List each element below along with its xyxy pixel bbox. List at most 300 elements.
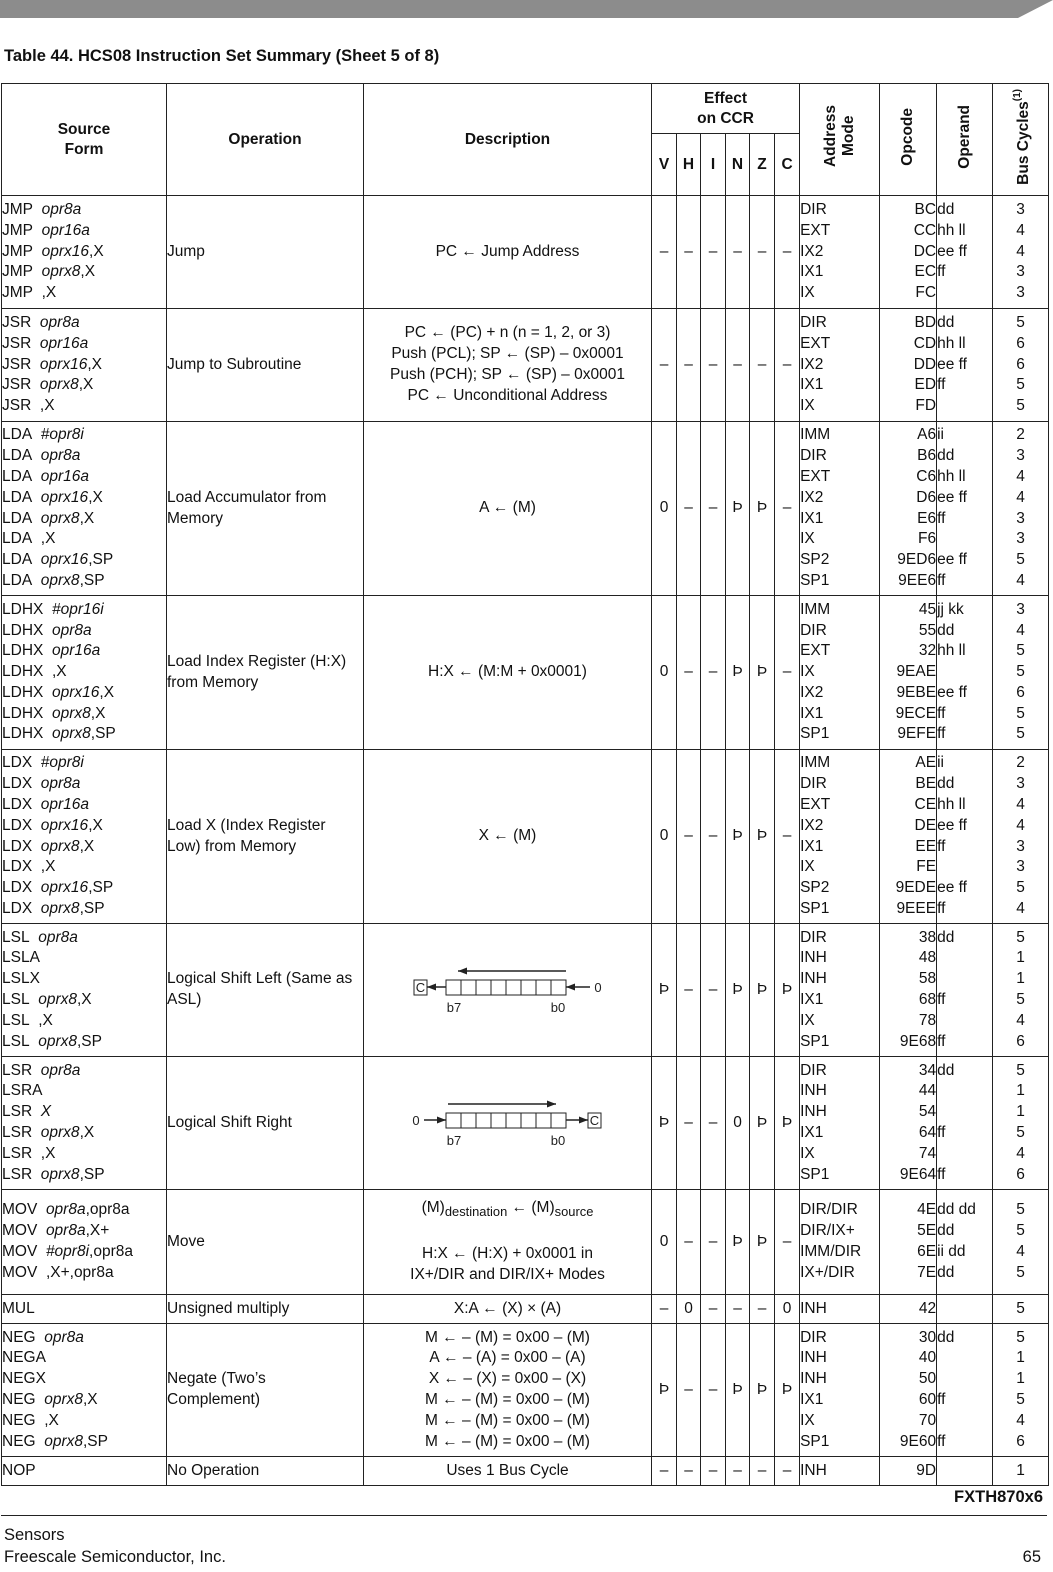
address-mode: DIR/IX+ bbox=[800, 1222, 855, 1240]
header-source-form: Source Form bbox=[2, 84, 167, 196]
address-mode-cell bbox=[800, 422, 880, 596]
operand: ff bbox=[937, 1032, 946, 1050]
opcode: F6 bbox=[917, 530, 937, 548]
operand-symbol: opr8a bbox=[38, 928, 78, 946]
instruction-row bbox=[2, 422, 1049, 596]
operand-symbol: oprx8 bbox=[38, 991, 77, 1008]
mnemonic: NEG bbox=[2, 1391, 36, 1408]
source-form-line bbox=[2, 990, 166, 1011]
bus-cycles: 5 bbox=[1016, 314, 1025, 331]
operand: dd bbox=[937, 447, 955, 465]
mnemonic: LDA bbox=[2, 488, 33, 506]
source-form-line bbox=[2, 446, 166, 467]
footer-company: Freescale Semiconductor, Inc. bbox=[4, 1548, 226, 1566]
ccr-h: – bbox=[677, 750, 701, 924]
source-form-line bbox=[2, 837, 166, 858]
operand-suffix: ,opr8a bbox=[89, 1243, 133, 1260]
operand-symbol: #opr8i bbox=[40, 426, 84, 444]
bus-cycles: 6 bbox=[1016, 1032, 1025, 1050]
operand: dd bbox=[937, 1263, 955, 1281]
opcode-cell bbox=[880, 422, 937, 596]
address-mode: IX1 bbox=[800, 704, 824, 722]
opcode: 5E bbox=[917, 1222, 937, 1240]
opcode: EE bbox=[915, 837, 937, 855]
operand-cell bbox=[937, 1190, 993, 1295]
operation-cell: Logical Shift Right bbox=[167, 1057, 364, 1190]
address-mode: IX bbox=[800, 1411, 815, 1429]
operand-suffix: ,SP bbox=[88, 879, 114, 897]
ccr-n: – bbox=[726, 1457, 750, 1486]
operand: hh ll bbox=[937, 334, 966, 352]
address-mode: INH bbox=[800, 1103, 827, 1121]
description-line: PC ← Jump Address bbox=[435, 242, 580, 260]
bus-cycles: 5 bbox=[1016, 1201, 1025, 1219]
operand-suffix: ,X bbox=[77, 991, 92, 1008]
mnemonic: LDHX bbox=[2, 642, 44, 660]
ccr-v: – bbox=[652, 309, 677, 422]
address-mode-cell bbox=[800, 1190, 880, 1295]
operand-symbol: oprx8 bbox=[40, 571, 80, 589]
operand-symbol: oprx8 bbox=[40, 837, 80, 855]
ccr-z: – bbox=[750, 196, 775, 309]
source-form-line bbox=[2, 641, 166, 662]
source-form-line bbox=[2, 621, 166, 642]
bus-cycles: 5 bbox=[1016, 397, 1025, 415]
instruction-row bbox=[2, 750, 1049, 924]
ccr-n: – bbox=[726, 309, 750, 422]
description-line: Push (PCH); SP ← (SP) – 0x0001 bbox=[390, 366, 625, 383]
operand bbox=[937, 1369, 992, 1390]
header-operand: Operand bbox=[937, 84, 993, 196]
operand-symbol: #opr16i bbox=[51, 600, 104, 618]
operand: dd bbox=[937, 314, 955, 331]
ccr-v: 0 bbox=[652, 596, 677, 750]
address-mode: DIR bbox=[800, 1328, 827, 1346]
mnemonic: LDHX bbox=[2, 725, 44, 743]
footer-divider bbox=[1, 1515, 1047, 1516]
shift-input-arrow bbox=[566, 984, 590, 991]
address-mode-cell bbox=[800, 750, 880, 924]
bus-cycles: 1 bbox=[1016, 1082, 1025, 1100]
operation-cell: Load X (Index Register Low) from Memory bbox=[167, 750, 364, 924]
bus-cycles: 1 bbox=[1016, 1370, 1025, 1388]
bus-cycles: 5 bbox=[1016, 376, 1025, 394]
address-mode: IX2 bbox=[800, 242, 824, 260]
address-mode-cell bbox=[800, 1295, 880, 1324]
operand-suffix: ,X bbox=[40, 858, 56, 876]
opcode: 7E bbox=[917, 1263, 937, 1281]
description-cell bbox=[364, 1324, 652, 1457]
bus-cycles: 5 bbox=[1016, 879, 1025, 897]
address-mode: SP1 bbox=[800, 1432, 830, 1450]
header-ccr-h: H bbox=[677, 134, 701, 196]
mnemonic: LDA bbox=[2, 551, 33, 569]
mnemonic: LDA bbox=[2, 426, 33, 444]
opcode: 9EE6 bbox=[898, 571, 937, 589]
description-line: H:X ← (H:X) + 0x0001 in bbox=[422, 1245, 593, 1263]
mnemonic: JSR bbox=[2, 376, 32, 394]
mnemonic: LDHX bbox=[2, 621, 44, 639]
bus-cycles: 5 bbox=[1016, 1328, 1025, 1346]
bus-cycles: 4 bbox=[1016, 621, 1025, 639]
mnemonic: JSR bbox=[2, 314, 32, 331]
mnemonic: NEG bbox=[2, 1411, 36, 1429]
bus-cycles: 3 bbox=[1016, 858, 1025, 876]
address-mode: IMM bbox=[800, 600, 831, 618]
address-mode: IX2 bbox=[800, 683, 824, 701]
operand-suffix: ,X bbox=[38, 1011, 53, 1029]
mnemonic: JSR bbox=[2, 334, 32, 352]
bus-cycles: 4 bbox=[1016, 242, 1025, 260]
opcode: 9EAE bbox=[896, 663, 937, 681]
address-mode: IX1 bbox=[800, 837, 824, 855]
operand-suffix: ,SP bbox=[90, 725, 116, 743]
source-form-cell bbox=[2, 924, 167, 1057]
operand-suffix: ,X bbox=[40, 1144, 56, 1162]
address-mode-cell bbox=[800, 1457, 880, 1486]
operand: ee ff bbox=[937, 683, 967, 701]
address-mode: IX bbox=[800, 1144, 815, 1162]
instruction-row bbox=[2, 1457, 1049, 1486]
opcode: CC bbox=[913, 221, 937, 239]
ccr-c: Þ bbox=[775, 924, 800, 1057]
mnemonic: LDX bbox=[2, 899, 33, 917]
ccr-z: Þ bbox=[750, 596, 775, 750]
bus-cycles: 4 bbox=[1016, 795, 1025, 813]
operand-symbol: opr8a bbox=[39, 314, 80, 331]
address-mode: IX1 bbox=[800, 509, 824, 527]
operand-suffix: ,X bbox=[78, 376, 94, 394]
opcode: C6 bbox=[916, 467, 937, 485]
opcode-cell bbox=[880, 309, 937, 422]
description-line: M ← – (M) = 0x00 – (M) bbox=[425, 1432, 590, 1450]
ccr-c: Þ bbox=[775, 1057, 800, 1190]
operand: ee ff bbox=[937, 879, 967, 897]
operand: dd bbox=[937, 775, 955, 793]
operand-symbol: oprx16 bbox=[39, 355, 88, 373]
mnemonic: JMP bbox=[2, 242, 33, 260]
opcode: 9D bbox=[916, 1461, 937, 1479]
bus-cycles: 4 bbox=[1016, 1243, 1025, 1260]
ccr-n: – bbox=[726, 196, 750, 309]
carry-out-arrow bbox=[427, 984, 446, 991]
ccr-v: Þ bbox=[652, 924, 677, 1057]
address-mode: IX bbox=[800, 663, 815, 681]
opcode: 32 bbox=[918, 642, 937, 660]
shift-direction-arrow bbox=[458, 968, 566, 975]
address-mode: DIR bbox=[800, 1061, 827, 1079]
bus-cycles-cell bbox=[993, 1295, 1049, 1324]
source-form-line bbox=[2, 571, 166, 592]
operand: ee ff bbox=[937, 355, 967, 373]
operand-symbol: oprx8 bbox=[41, 263, 81, 281]
address-mode: IX2 bbox=[800, 488, 824, 506]
ccr-i: – bbox=[701, 309, 726, 422]
address-mode: EXT bbox=[800, 334, 831, 352]
operand-cell bbox=[937, 596, 993, 750]
operand-suffix: ,X bbox=[89, 242, 104, 260]
operand bbox=[937, 662, 992, 683]
source-form-line bbox=[2, 1411, 166, 1432]
operation-cell: Load Accumulator from Memory bbox=[167, 422, 364, 596]
source-form-line bbox=[2, 878, 166, 899]
header-ccr-c: C bbox=[775, 134, 800, 196]
ccr-v: – bbox=[652, 1295, 677, 1324]
operand: ee ff bbox=[937, 816, 967, 834]
bus-cycles: 3 bbox=[1016, 775, 1025, 793]
mnemonic: LSL bbox=[2, 1032, 30, 1050]
operand: ff bbox=[937, 1432, 946, 1450]
operand-suffix: ,X bbox=[90, 704, 106, 722]
carry-out-arrow bbox=[566, 1117, 588, 1124]
address-mode: IX1 bbox=[800, 991, 824, 1008]
operand: ee ff bbox=[937, 551, 967, 569]
instruction-row bbox=[2, 1295, 1049, 1324]
operand-suffix: ,X bbox=[40, 530, 56, 548]
ccr-z: – bbox=[750, 309, 775, 422]
source-form-line bbox=[2, 899, 166, 920]
operand: jj kk bbox=[937, 600, 964, 618]
address-mode: IMM bbox=[800, 426, 831, 444]
source-form-cell bbox=[2, 1324, 167, 1457]
opcode: DD bbox=[913, 355, 937, 373]
opcode-cell bbox=[880, 1295, 937, 1324]
operand-suffix: ,opr8a bbox=[85, 1201, 130, 1219]
operand bbox=[937, 857, 992, 878]
operand: ff bbox=[937, 571, 946, 589]
opcode: FE bbox=[916, 858, 937, 876]
opcode: 54 bbox=[918, 1103, 937, 1121]
address-mode: IX2 bbox=[800, 355, 824, 373]
description-cell bbox=[364, 1057, 652, 1190]
operand-symbol: opr16a bbox=[40, 795, 90, 813]
operand-suffix: ,X bbox=[88, 488, 103, 506]
operand: dd bbox=[937, 621, 955, 639]
address-mode-cell bbox=[800, 196, 880, 309]
operand bbox=[937, 529, 992, 550]
bus-cycles: 4 bbox=[1016, 221, 1025, 239]
operand bbox=[937, 1081, 992, 1102]
opcode: 9ED6 bbox=[897, 551, 937, 569]
source-form-line bbox=[2, 795, 166, 816]
ccr-h: – bbox=[677, 1190, 701, 1295]
table-title: Table 44. HCS08 Instruction Set Summary (Sheet 5 of 8) bbox=[4, 47, 440, 65]
ccr-h: – bbox=[677, 1457, 701, 1486]
operand-symbol: opr8a bbox=[40, 1061, 81, 1079]
source-form-cell bbox=[2, 1190, 167, 1295]
opcode: ED bbox=[914, 376, 937, 394]
operand: ff bbox=[937, 376, 946, 394]
bus-cycles-cell bbox=[993, 309, 1049, 422]
bus-cycles: 4 bbox=[1016, 1411, 1025, 1429]
bus-cycles: 3 bbox=[1016, 284, 1025, 302]
operand: ff bbox=[937, 837, 946, 855]
mnemonic: LDHX bbox=[2, 600, 44, 618]
opcode: 48 bbox=[918, 949, 937, 967]
ccr-z: Þ bbox=[750, 924, 775, 1057]
operand bbox=[937, 1411, 992, 1432]
ccr-c: – bbox=[775, 1190, 800, 1295]
bus-cycles: 6 bbox=[1016, 683, 1025, 701]
bus-cycles: 5 bbox=[1016, 1299, 1025, 1317]
source-form-cell bbox=[2, 1295, 167, 1324]
source-form-line bbox=[2, 262, 166, 283]
source-form-line bbox=[2, 355, 166, 376]
description-cell bbox=[364, 196, 652, 309]
operand-cell bbox=[937, 1324, 993, 1457]
opcode: D6 bbox=[916, 488, 937, 506]
source-form-line bbox=[2, 948, 166, 969]
opcode: FC bbox=[915, 284, 937, 302]
ccr-c: Þ bbox=[775, 1324, 800, 1457]
operand-cell bbox=[937, 924, 993, 1057]
operand-symbol: opr8a bbox=[40, 775, 81, 793]
carry-label: C bbox=[415, 980, 425, 995]
mnemonic: LDX bbox=[2, 795, 33, 813]
shift-right-diagram bbox=[408, 1099, 608, 1147]
opcode: 9E60 bbox=[899, 1432, 937, 1450]
source-form-line bbox=[2, 1432, 166, 1453]
bus-cycles: 6 bbox=[1016, 1432, 1025, 1450]
operand: dd bbox=[937, 1061, 955, 1079]
bus-cycles: 4 bbox=[1016, 488, 1025, 506]
source-form-line bbox=[2, 200, 166, 221]
address-mode-cell bbox=[800, 1324, 880, 1457]
address-mode: EXT bbox=[800, 642, 831, 660]
mnemonic: LDA bbox=[2, 509, 33, 527]
address-mode: IX+/DIR bbox=[800, 1263, 855, 1281]
ccr-h: – bbox=[677, 422, 701, 596]
ccr-v: 0 bbox=[652, 1190, 677, 1295]
opcode: 64 bbox=[918, 1124, 937, 1141]
mov-subscript: source bbox=[554, 1204, 594, 1220]
ccr-c: – bbox=[775, 422, 800, 596]
ccr-z: Þ bbox=[750, 422, 775, 596]
mnemonic: MOV bbox=[2, 1263, 38, 1281]
operand: ff bbox=[937, 1124, 946, 1141]
opcode: 60 bbox=[918, 1391, 937, 1408]
address-mode: SP2 bbox=[800, 551, 830, 569]
operand: hh ll bbox=[937, 795, 966, 813]
source-form-line bbox=[2, 1299, 166, 1320]
ccr-h: – bbox=[677, 196, 701, 309]
operand-symbol: #opr8i bbox=[45, 1243, 90, 1260]
header-ccr-n: N bbox=[726, 134, 750, 196]
description-line bbox=[364, 1198, 651, 1223]
opcode: A6 bbox=[917, 426, 937, 444]
header-ccr-z: Z bbox=[750, 134, 775, 196]
operand bbox=[937, 969, 992, 990]
opcode: BC bbox=[914, 201, 937, 218]
address-mode: DIR bbox=[800, 314, 827, 331]
description-line: Push (PCL); SP ← (SP) – 0x0001 bbox=[391, 345, 624, 363]
footer-category: Sensors bbox=[4, 1526, 65, 1544]
bus-cycles: 5 bbox=[1016, 991, 1025, 1008]
operand-symbol: oprx16 bbox=[40, 551, 89, 569]
mnemonic: NOP bbox=[2, 1461, 36, 1479]
description-cell bbox=[364, 1457, 652, 1486]
mov-subscript: destination bbox=[444, 1204, 508, 1220]
operand: ff bbox=[937, 1165, 946, 1183]
shift-direction-arrow bbox=[448, 1101, 556, 1108]
description-spacer bbox=[364, 1223, 651, 1244]
bus-cycles: 6 bbox=[1016, 334, 1025, 352]
bus-cycles: 4 bbox=[1016, 1011, 1025, 1029]
address-mode: INH bbox=[800, 1349, 827, 1367]
shift-left-diagram bbox=[408, 966, 608, 1014]
bus-cycles: 4 bbox=[1016, 571, 1025, 589]
mnemonic: LDX bbox=[2, 816, 33, 834]
operand-symbol: opr16a bbox=[51, 642, 101, 660]
operation-cell: Negate (Two’s Complement) bbox=[167, 1324, 364, 1457]
source-form-line bbox=[2, 816, 166, 837]
mnemonic: LDA bbox=[2, 530, 33, 548]
address-mode: INH bbox=[800, 1082, 827, 1100]
instruction-row bbox=[2, 1324, 1049, 1457]
source-form-line bbox=[2, 600, 166, 621]
operand-symbol: oprx8 bbox=[38, 1032, 77, 1050]
operand-suffix: ,X bbox=[87, 355, 102, 373]
mnemonic: NEGA bbox=[2, 1349, 46, 1367]
operand-suffix: ,SP bbox=[79, 899, 105, 917]
description-cell bbox=[364, 1190, 652, 1295]
operand-symbol: opr8a bbox=[44, 1328, 84, 1346]
description-line: PC ← (PC) + n (n = 1, 2, or 3) bbox=[404, 324, 611, 342]
address-mode: IX1 bbox=[800, 376, 824, 394]
opcode: 9ECE bbox=[895, 704, 937, 722]
opcode: DE bbox=[914, 816, 937, 834]
operand-cell bbox=[937, 1295, 993, 1324]
opcode-cell bbox=[880, 1057, 937, 1190]
shift-input-zero: 0 bbox=[411, 1113, 420, 1128]
operand-cell bbox=[937, 196, 993, 309]
carry-label: C bbox=[589, 1113, 599, 1128]
description-cell bbox=[364, 596, 652, 750]
header-opcode: Opcode bbox=[880, 84, 937, 196]
ccr-h: – bbox=[677, 596, 701, 750]
bus-cycles-cell bbox=[993, 196, 1049, 309]
bus-cycles: 3 bbox=[1016, 263, 1025, 281]
ccr-v: – bbox=[652, 196, 677, 309]
source-form-line bbox=[2, 753, 166, 774]
address-mode: SP1 bbox=[800, 571, 830, 589]
bus-cycles-cell bbox=[993, 1324, 1049, 1457]
source-form-line bbox=[2, 1348, 166, 1369]
ccr-h: – bbox=[677, 924, 701, 1057]
ccr-n: – bbox=[726, 1295, 750, 1324]
source-form-line bbox=[2, 425, 166, 446]
bus-cycles: 5 bbox=[1016, 1124, 1025, 1141]
address-mode: DIR/DIR bbox=[800, 1201, 858, 1219]
operand: ff bbox=[937, 991, 946, 1008]
mnemonic: LDA bbox=[2, 447, 33, 465]
address-mode: IX bbox=[800, 397, 815, 415]
address-mode-cell bbox=[800, 309, 880, 422]
opcode: 58 bbox=[918, 970, 937, 988]
source-form-line bbox=[2, 1221, 166, 1242]
ccr-n: Þ bbox=[726, 1324, 750, 1457]
instruction-row bbox=[2, 924, 1049, 1057]
operand-suffix: ,X+,opr8a bbox=[45, 1263, 114, 1281]
description-cell bbox=[364, 924, 652, 1057]
operand: ff bbox=[937, 509, 946, 527]
bus-cycles: 3 bbox=[1016, 509, 1025, 527]
opcode-cell bbox=[880, 1190, 937, 1295]
operand: ff bbox=[937, 263, 946, 281]
source-form-line bbox=[2, 283, 166, 304]
mnemonic: MOV bbox=[2, 1201, 38, 1219]
operation-cell: Load Index Register (H:X) from Memory bbox=[167, 596, 364, 750]
